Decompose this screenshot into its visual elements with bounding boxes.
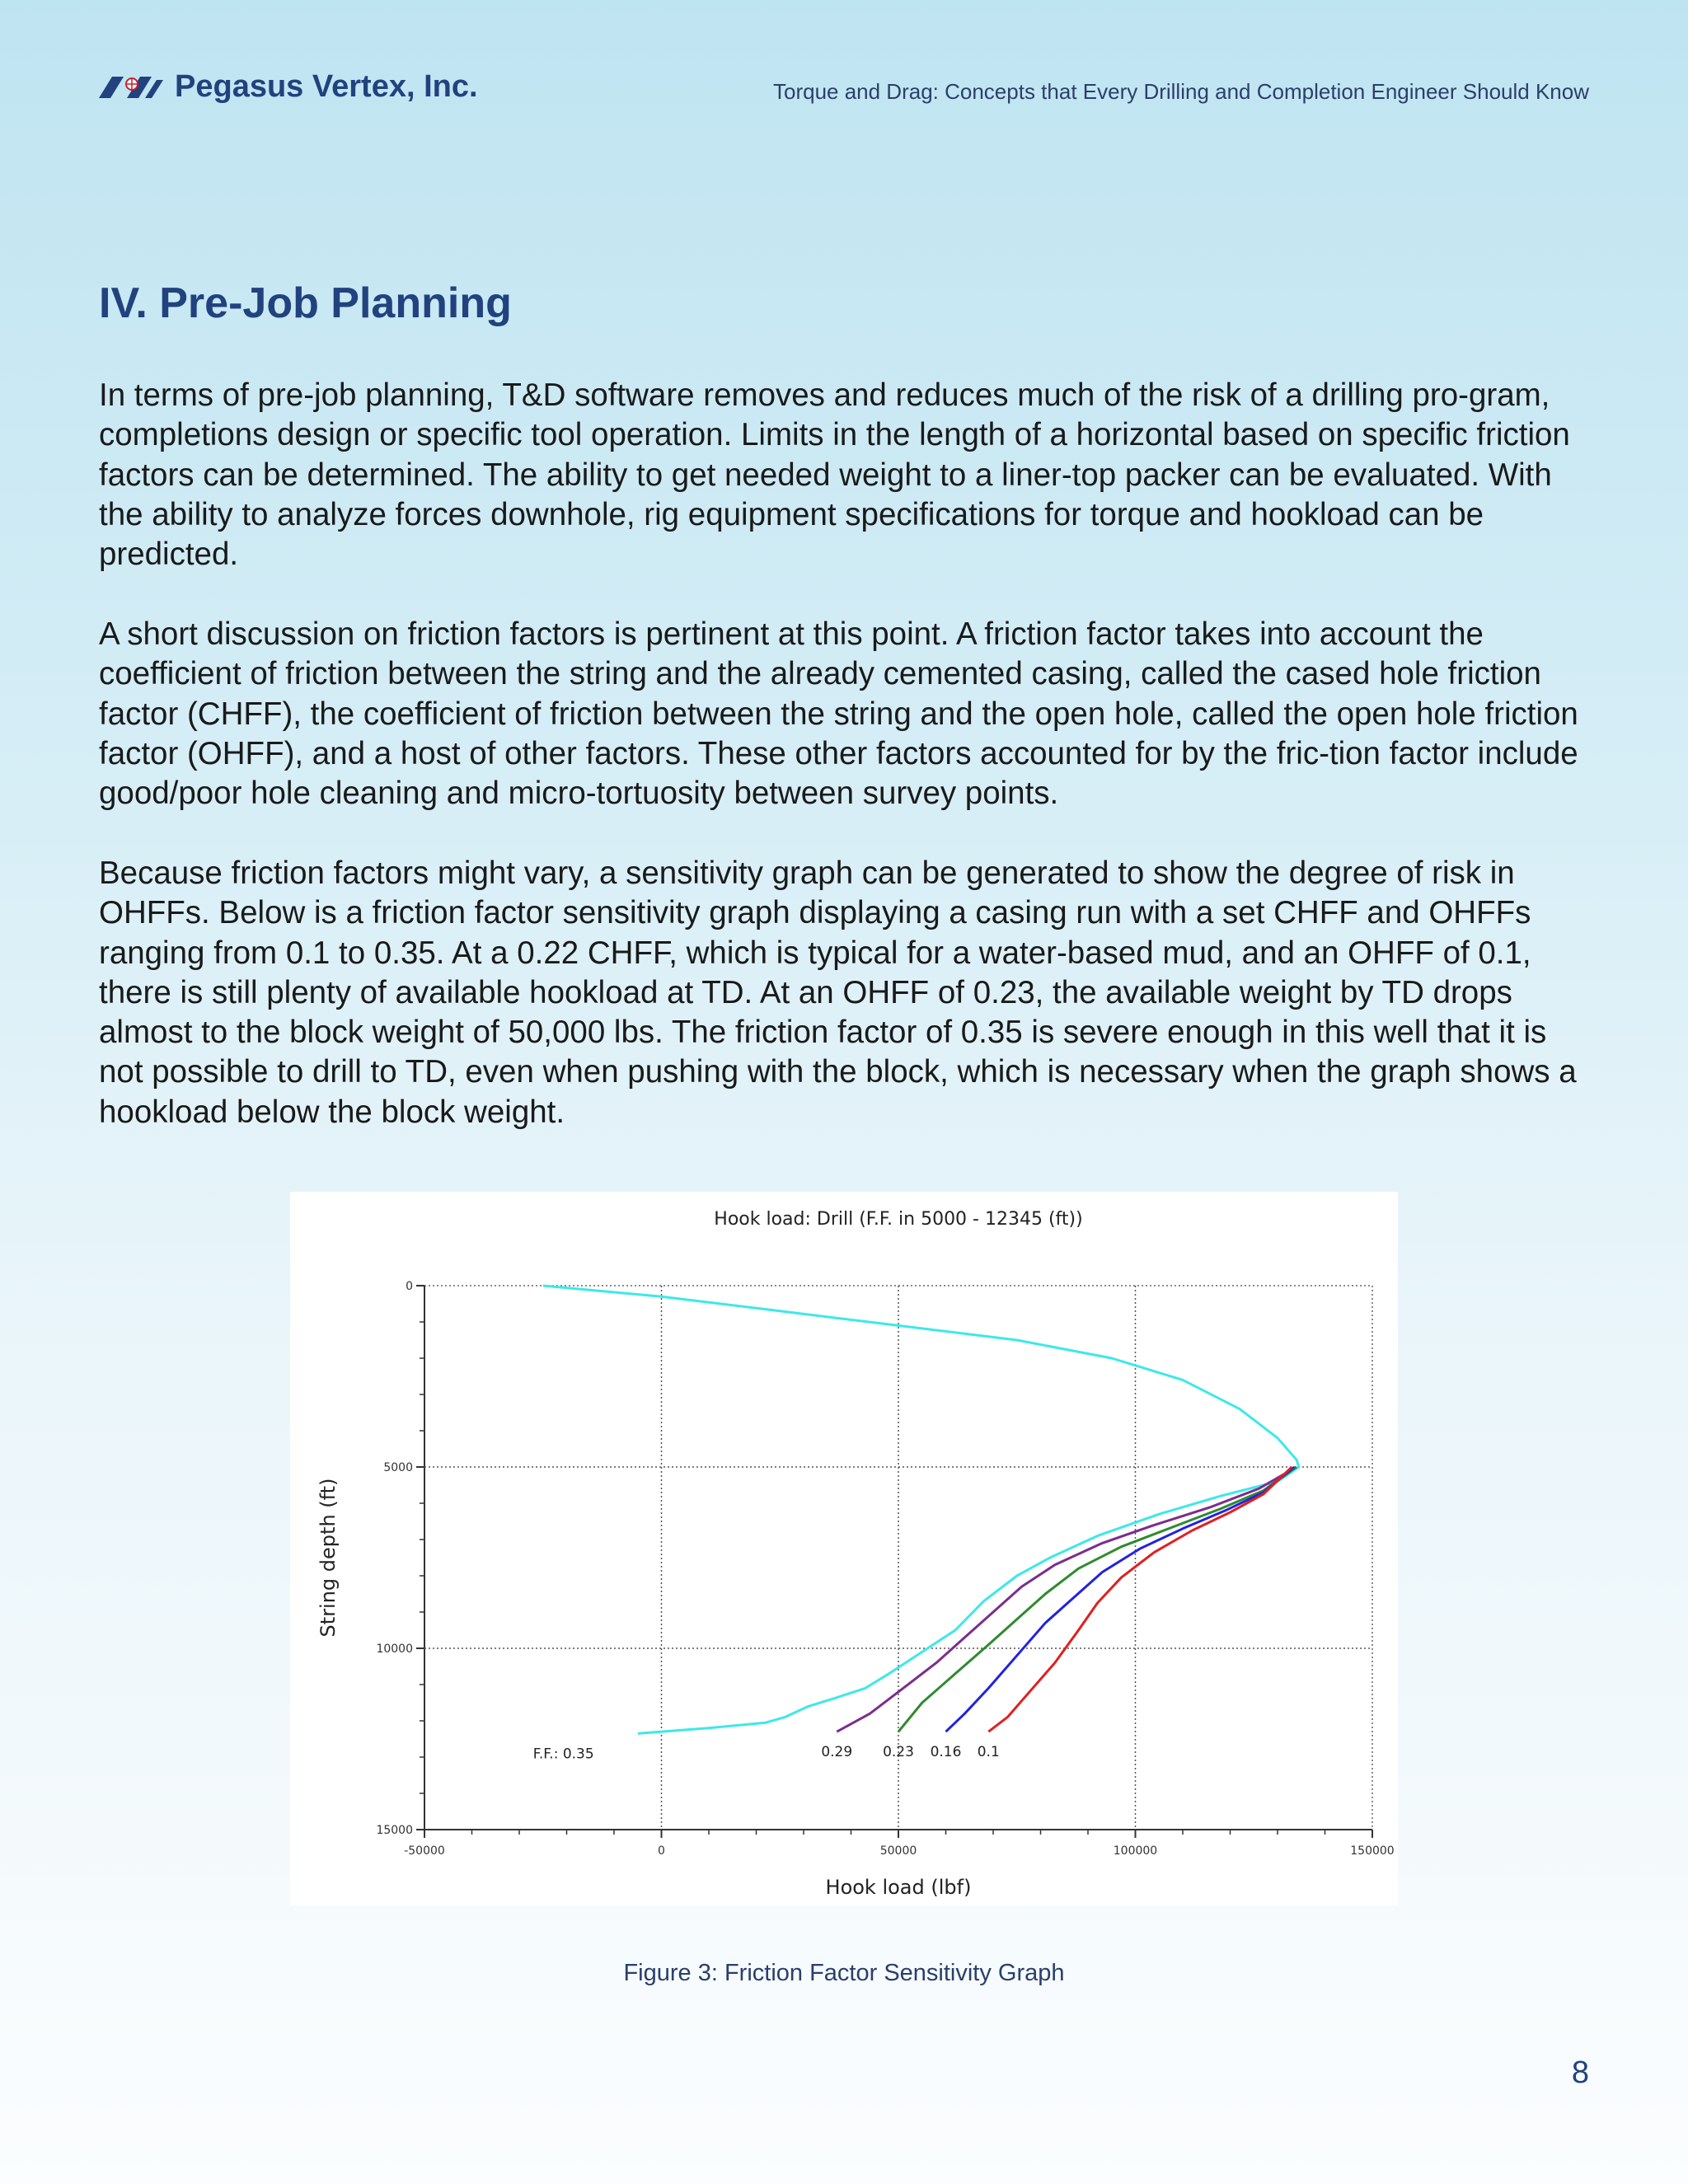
series-label: 0.29 <box>821 1744 853 1761</box>
friction-factor-chart <box>290 1192 1398 1905</box>
document-title: Torque and Drag: Concepts that Every Drilling and Completion Engineer Should Know <box>772 79 1589 104</box>
pegasus-vertex-logo-icon <box>99 75 163 100</box>
page-number: 8 <box>1571 2055 1589 2090</box>
x-axis-label: Hook load (lbf) <box>825 1876 972 1899</box>
x-tick-label: 0 <box>658 1844 665 1858</box>
chart-svg <box>290 1192 1398 1905</box>
paragraph-2: A short discussion on friction factors is pertinent at this point. A friction factor takes into account the coefficient of friction between the string and the already cemented casing, called the cased hole friction factor (CHFF), the coefficient of friction between the string and the open hole, called the open hole friction factor (OHFF), and a host of other factors. These other factors accounted for by the fric-tion factor include good/poor hole cleaning and micro-tortuosity between survey points. <box>99 616 1578 812</box>
logo <box>99 69 478 105</box>
chart-title: Hook load: Drill (F.F. in 5000 - 12345 (ft)) <box>714 1209 1083 1230</box>
x-tick-label: 150000 <box>1350 1844 1395 1858</box>
paragraph-3: Because friction factors might vary, a sensitivity graph can be generated to show the degree of risk in OHFFs. Below is a friction factor sensitivity graph displaying a casing run with a set CHFF and OHFFs ranging from 0.1 to 0.35. At a 0.22 CHFF, which is typical for a water-based mud, and an OHFF of 0.1, there is still plenty of available hookload at TD. At an OHFF of 0.23, the available weight by TD drops almost to the block weight of 50,000 lbs. The friction factor of 0.35 is severe enough in this well that it is not possible to drill to TD, even when pushing with the block, which is necessary when the graph shows a hookload below the block weight. <box>99 855 1577 1130</box>
section-title: IV. Pre-Job Planning <box>99 279 512 327</box>
paragraph-1: In terms of pre-job planning, T&D software removes and reduces much of the risk of a drilling pro-gram, completions design or specific tool operation. Limits in the length of a horizontal based on specific friction factors can be determined. The ability to get needed weight to a liner-top packer can be evaluated. With the ability to analyze forces downhole, rig equipment specifications for torque and hookload can be predicted. <box>99 377 1570 573</box>
x-tick-label: 100000 <box>1113 1844 1158 1858</box>
series-line-0.35 <box>543 1286 1299 1733</box>
x-tick-label: -50000 <box>404 1844 445 1858</box>
y-tick-label: 10000 <box>376 1643 413 1656</box>
series-label: F.F.: 0.35 <box>532 1746 594 1763</box>
y-tick-label: 15000 <box>376 1824 413 1837</box>
page-header <box>99 69 1589 110</box>
series-line-0.1 <box>988 1467 1292 1732</box>
series-label: 0.23 <box>883 1744 914 1761</box>
y-tick-label: 0 <box>406 1280 413 1293</box>
y-tick-label: 5000 <box>383 1461 413 1474</box>
series-line-0.23 <box>898 1467 1296 1732</box>
x-tick-label: 50000 <box>879 1844 917 1858</box>
series-label: 0.1 <box>977 1744 1000 1761</box>
y-axis-label: String depth (ft) <box>316 1478 340 1638</box>
figure-caption: Figure 3: Friction Factor Sensitivity Graph <box>623 1960 1065 1986</box>
series-label: 0.16 <box>930 1744 962 1761</box>
company-name: Pegasus Vertex, Inc. <box>175 69 478 104</box>
